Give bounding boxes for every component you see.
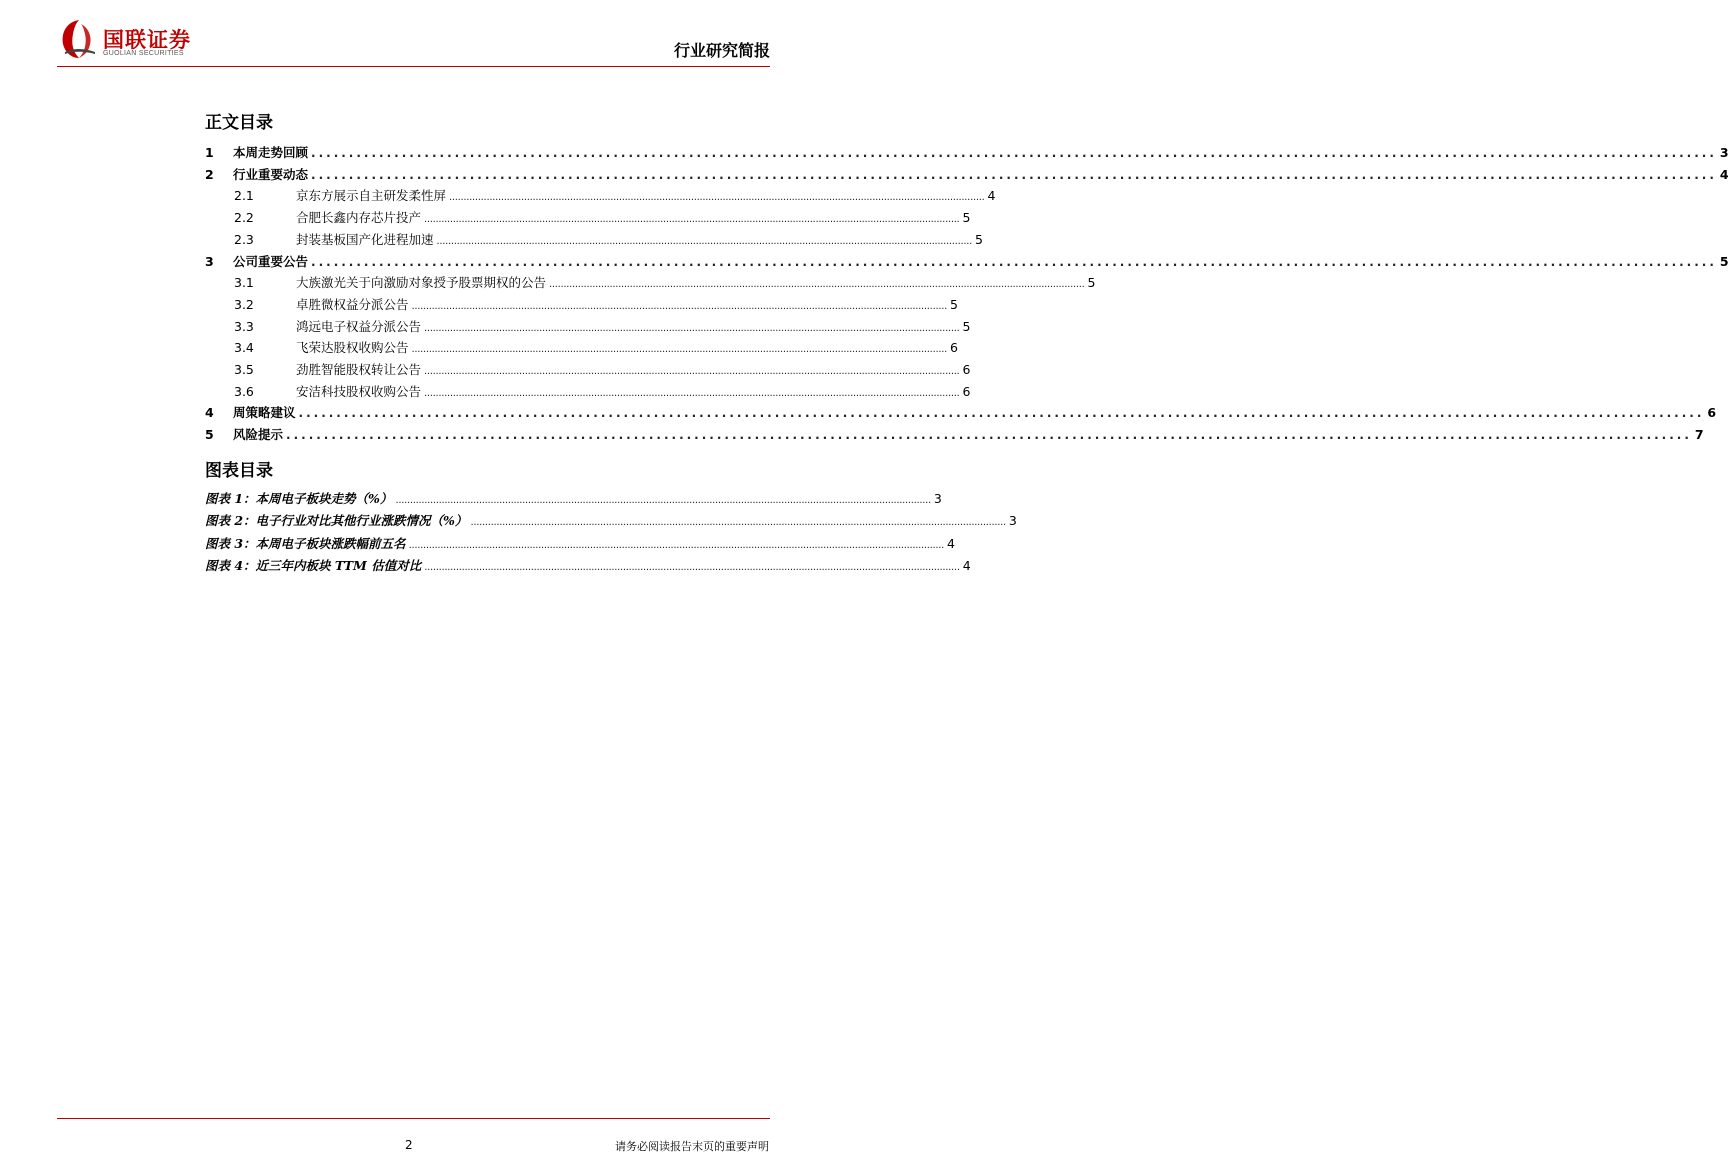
toc-entry-number: 3.4 [234,340,254,356]
figure-toc-dot-leader: .......................................................................................................................................................................................... [424,561,960,573]
toc-entry-page: 6 [949,340,958,356]
toc-entry-page: 5 [949,296,958,312]
toc-dot-leader: .......................................................................................................................................................................................... [424,214,960,226]
logo-chinese-text: 国联证券 [103,28,191,52]
toc-dot-leader: .......................................................................................................................................................................................... [298,406,1705,421]
toc-entry-label: 大族激光关于向激励对象授予股票期权的公告 [296,275,547,291]
toc-entry-page: 6 [962,362,971,377]
toc-entry-number: 3.5 [234,362,254,377]
toc-entry[interactable] [205,273,1096,293]
figure-toc-dot-leader: .......................................................................................................................................................................................... [395,495,931,506]
toc-entry[interactable] [205,317,971,337]
toc-dot-leader: .......................................................................................................................................................................................... [424,387,960,399]
toc-entry-label: 卓胜微权益分派公告 [296,296,409,312]
toc-entry[interactable] [205,338,958,358]
logo-english-text: GUOLIAN SECURITIES [103,50,184,57]
figure-toc-page: 3 [1008,513,1017,529]
toc-entry-label: 合肥长鑫内存芯片投产 [296,210,422,226]
toc-dot-leader: .......................................................................................................................................................................................... [411,300,947,312]
toc-entry-number: 3.1 [234,275,254,291]
toc-entry-label: 鸿远电子权益分派公告 [296,318,422,334]
figure-toc-page: 3 [933,491,942,506]
toc-entry-number: 3.2 [234,296,254,312]
toc-entry-label: 本周走势回顾 [233,145,309,160]
figure-toc-label: 图表 4：近三年内板块 TTM 估值对比 [205,557,422,573]
toc-entry-number: 5 [205,427,214,443]
toc-entry-page: 5 [1087,275,1096,291]
toc-entry-number: 2.2 [234,210,254,226]
toc-entry-page: 4 [987,188,996,204]
toc-entry-label: 京东方展示自主研发柔性屏 [296,188,447,204]
figure-toc-label: 图表 3：本周电子板块涨跌幅前五名 [205,535,406,551]
toc-entry[interactable] [205,165,1729,185]
toc-entry[interactable] [205,208,971,228]
figure-toc-page: 4 [962,557,971,573]
toc-entry[interactable] [205,230,983,250]
toc-entry-number: 2.1 [234,188,254,204]
toc-entry-page: 3 [1719,145,1729,160]
toc-entry[interactable] [205,425,1704,445]
toc-entry-page: 5 [974,231,983,247]
toc-entry-label: 公司重要公告 [233,253,309,269]
toc-entry-page: 6 [962,383,971,399]
figure-toc-entry[interactable] [205,534,955,554]
page-number: 2 [405,1138,413,1152]
figure-toc-entry[interactable] [205,511,1017,531]
toc-dot-leader: .......................................................................................................................................................................................... [424,366,960,377]
figure-toc-page: 4 [947,535,955,551]
toc-entry-label: 劲胜智能股权转让公告 [296,362,422,377]
toc-entry-number: 3.3 [234,318,254,334]
toc-entry-number: 2 [205,166,214,182]
toc-entry-label: 飞荣达股权收购公告 [296,340,409,356]
toc-entry[interactable] [205,186,996,206]
toc-dot-leader: .......................................................................................................................................................................................... [549,279,1085,291]
toc-entry-page: 4 [1719,166,1729,182]
toc-dot-leader: .......................................................................................................................................................................................... [424,322,960,334]
toc-entry-label: 风险提示 [233,427,284,443]
figure-toc-entry[interactable] [205,556,971,576]
toc-entry-number: 3.6 [234,383,254,399]
toc-entry[interactable] [205,295,958,315]
toc-dot-leader: .......................................................................................................................................................................................... [311,167,1717,182]
toc-entry-label: 行业重要动态 [233,166,309,182]
figure-toc-label: 图表 1：本周电子板块走势（%） [205,491,393,506]
toc-entry[interactable] [205,143,1729,163]
figure-toc-entry[interactable] [205,489,942,509]
toc-entry-number: 1 [205,145,214,160]
footer-divider [57,1118,770,1119]
toc-entry-page: 6 [1707,405,1717,421]
toc-entry-number: 2.3 [234,231,254,247]
header-divider [57,66,770,67]
toc-entry-page: 5 [962,318,971,334]
toc-entry-number: 3 [205,253,214,269]
figure-toc-dot-leader: .......................................................................................................................................................................................... [408,539,945,551]
logo-emblem-icon [59,18,99,60]
footer-disclaimer: 请务必阅读报告末页的重要声明 [615,1140,769,1153]
report-type-label: 行业研究简报 [673,41,770,60]
toc-entry-label: 封装基板国产化进程加速 [296,231,434,247]
toc-dot-leader: .......................................................................................................................................................................................... [449,192,985,204]
company-logo [57,18,257,62]
toc-dot-leader: .......................................................................................................................................................................................... [311,146,1717,160]
figures-toc-title: 图表目录 [205,461,273,481]
toc-entry-number: 4 [205,405,214,421]
page-header [57,14,770,66]
toc-entry[interactable] [205,403,1717,423]
toc-entry-page: 7 [1694,427,1704,443]
toc-dot-leader: .......................................................................................................................................................................................... [436,235,972,247]
toc-entry[interactable] [205,252,1729,272]
toc-entry-page: 5 [1719,253,1729,269]
toc-title: 正文目录 [205,113,273,133]
figure-toc-label: 图表 2：电子行业对比其他行业涨跌情况（%） [205,513,468,529]
toc-entry-page: 5 [962,210,971,226]
toc-dot-leader: .......................................................................................................................................................................................... [411,344,947,356]
toc-entry-label: 安洁科技股权收购公告 [296,383,422,399]
toc-entry[interactable] [205,382,971,402]
figure-toc-dot-leader: .......................................................................................................................................................................................... [470,517,1006,529]
toc-dot-leader: .......................................................................................................................................................................................... [311,254,1717,269]
toc-entry-label: 周策略建议 [233,405,296,421]
toc-entry[interactable] [205,360,971,380]
toc-dot-leader: .......................................................................................................................................................................................... [286,428,1692,443]
